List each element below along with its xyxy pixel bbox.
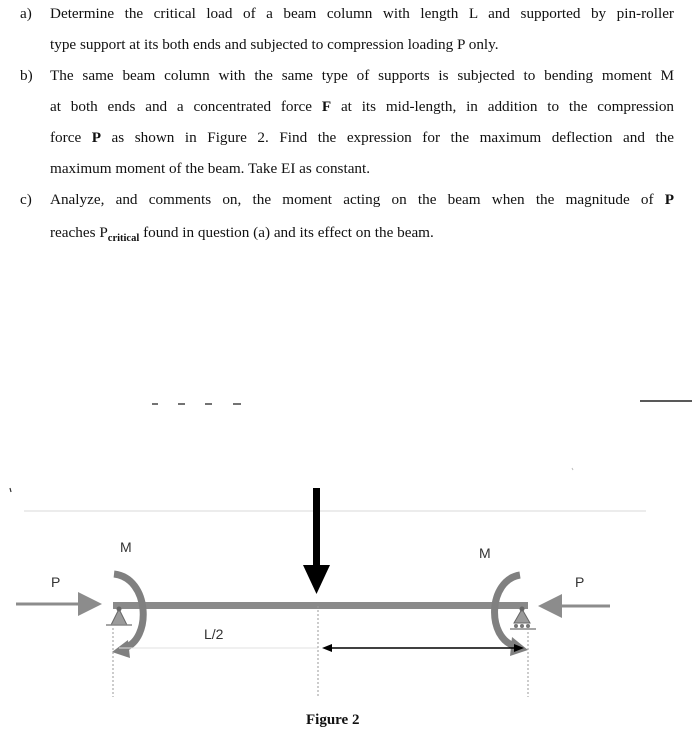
left-pin-support	[106, 607, 132, 626]
question-c-text-2b: found in question (a) and its effect on the beam.	[143, 224, 434, 241]
concentrated-force-arrow	[303, 488, 330, 594]
question-b-text-2b: at its mid-length, in addition to the compression	[340, 98, 675, 115]
scan-mark	[10, 488, 11, 492]
question-b-force-p: P	[91, 129, 102, 146]
scan-mark	[572, 468, 573, 470]
right-force-label: P	[575, 574, 585, 590]
left-force-label: P	[51, 574, 61, 590]
question-b-marker: b)	[20, 67, 33, 84]
question-a-line-1: Determine the critical load of a beam column with length L and supported by pin-roller	[50, 5, 674, 22]
question-a-line-2: type support at its both ends and subjected to compression loading P only.	[50, 36, 499, 53]
half-length-label: L/2	[204, 626, 224, 642]
question-b-text-3b: as shown in Figure 2. Find the expression for the maximum deflection and the	[111, 129, 674, 146]
left-moment-label: M	[120, 539, 132, 555]
question-c-text-1: Analyze, and comments on, the moment acting on the beam when the magnitude of	[50, 191, 654, 208]
question-b-text-3a: force	[50, 129, 82, 146]
question-c-text-2a: reaches P	[50, 224, 108, 241]
beam	[113, 602, 528, 609]
question-c-marker: c)	[20, 191, 32, 208]
question-c-force-p: P	[664, 191, 675, 208]
right-moment-label: M	[479, 545, 491, 561]
question-b-line-1: The same beam column with the same type of supports is subjected to bending moment M	[50, 67, 674, 84]
right-roller-support	[510, 607, 536, 630]
half-length-right-dimension	[322, 644, 524, 652]
figure-caption: Figure 2	[306, 712, 360, 728]
scan-artifacts	[10, 401, 692, 492]
question-b-force-f: F	[321, 98, 332, 115]
question-a-marker: a)	[20, 5, 32, 22]
question-b-text-2a: at both ends and a concentrated force	[50, 98, 313, 115]
question-b-line-4: maximum moment of the beam. Take EI as constant.	[50, 160, 371, 177]
question-c-critical-subscript: critical	[107, 233, 140, 244]
